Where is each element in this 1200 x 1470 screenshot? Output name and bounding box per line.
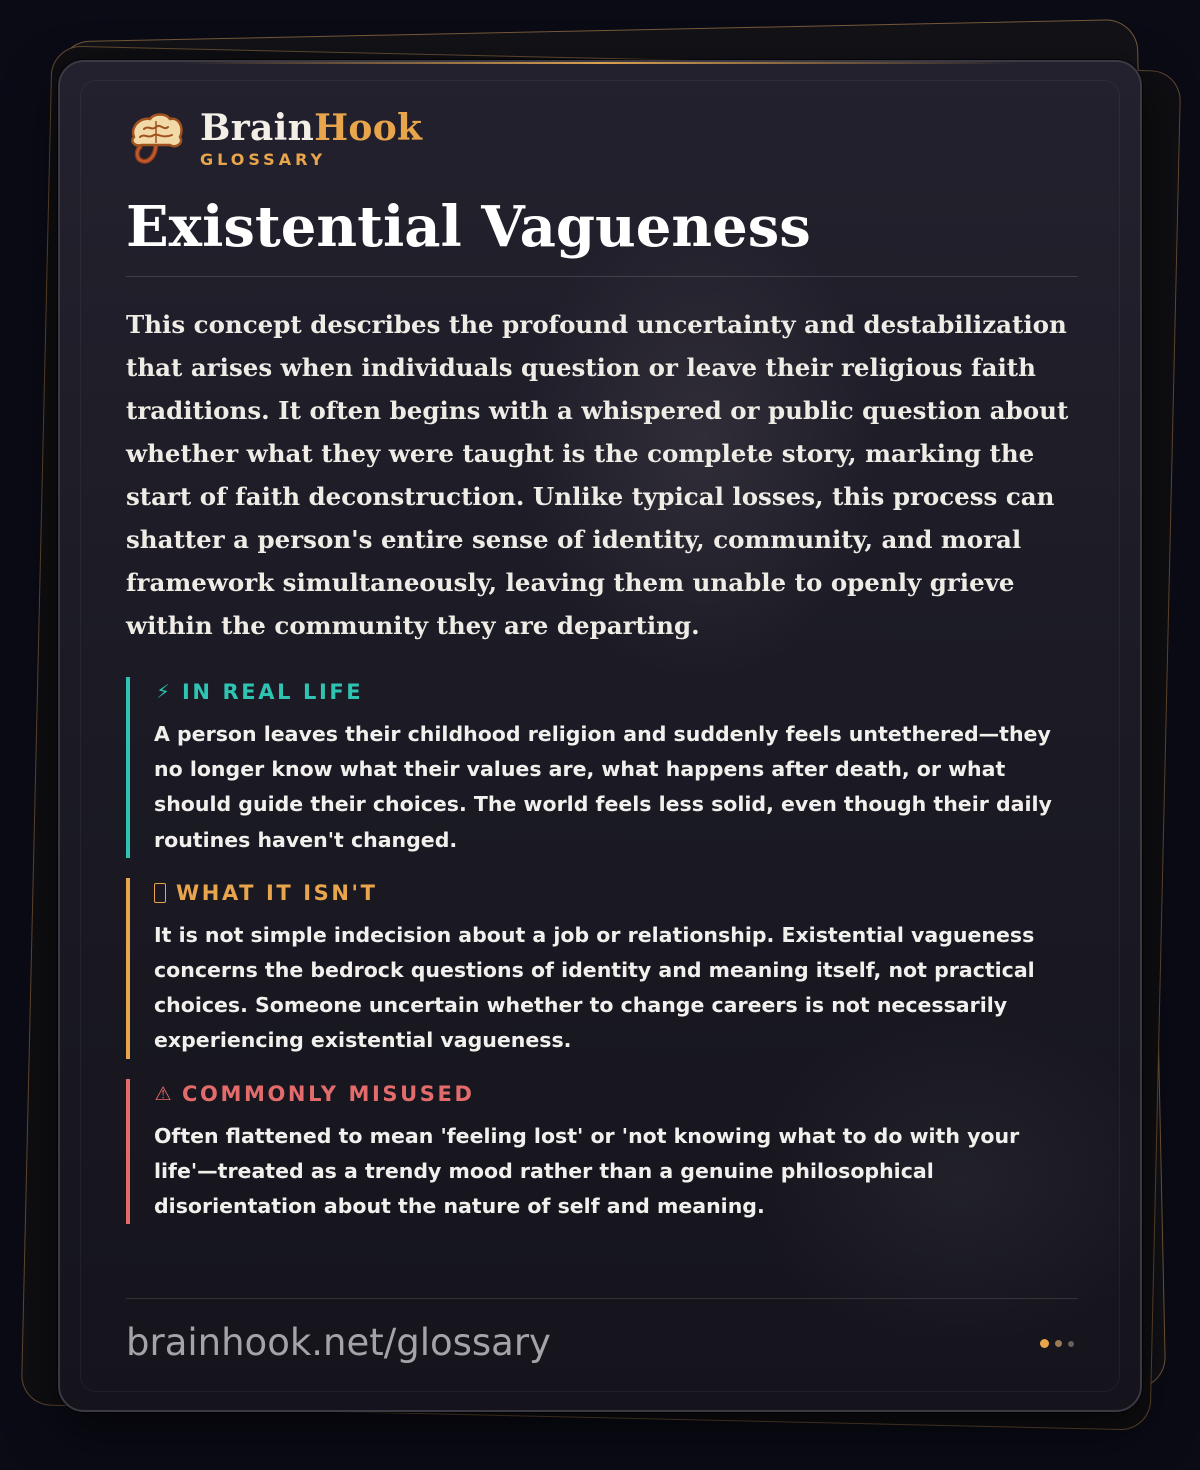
lightning-icon: ⚡ bbox=[156, 681, 170, 703]
section-heading-label: IN REAL LIFE bbox=[182, 680, 364, 704]
section-heading-label: WHAT IT ISN'T bbox=[176, 880, 378, 905]
page-dot-active bbox=[1040, 1339, 1049, 1348]
brand-subtitle: GLOSSARY bbox=[200, 150, 327, 169]
section-body: A person leaves their childhood religion and suddenly feels untethered—they no longer know what their values are, what happens after death, or what should guide their choices. The world feels less solid, even though their daily routines haven't changed. bbox=[154, 722, 1052, 852]
brain-hook-icon bbox=[126, 109, 186, 169]
title-divider bbox=[126, 276, 1078, 277]
brand-name bbox=[200, 108, 422, 148]
warning-icon: ⚠ bbox=[154, 1082, 172, 1105]
brand-header bbox=[126, 104, 1078, 174]
card-content bbox=[126, 104, 1078, 1224]
term-title: Existential Vagueness bbox=[126, 194, 811, 260]
page-dot bbox=[1055, 1340, 1062, 1347]
section-body: It is not simple indecision about a job or relationship. Existential vagueness concerns the bedrock questions of identity and meaning itself, not practical choices. Someone uncertain whether to change careers is not necessarily experiencing existential vagueness. bbox=[154, 922, 1035, 1053]
section-heading bbox=[154, 677, 1078, 707]
glossary-card bbox=[58, 60, 1142, 1412]
section-heading-label: COMMONLY MISUSED bbox=[182, 1081, 475, 1106]
missing-glyph-icon bbox=[154, 883, 166, 903]
top-glow-line bbox=[180, 62, 1020, 64]
section-heading bbox=[154, 878, 1078, 908]
section-what-it-isnt bbox=[126, 878, 1078, 1059]
footer-divider bbox=[126, 1298, 1078, 1299]
section-commonly-misused bbox=[126, 1079, 1078, 1225]
section-body: Often flattened to mean 'feeling lost' or 'not knowing what to do with your life'—treated as a trendy mood rather than a genuine philosophical disorientation about the nature of self and meaning. bbox=[154, 1123, 1020, 1219]
page-indicator bbox=[1040, 1339, 1074, 1348]
brand-name-part1: Brain bbox=[200, 107, 315, 149]
section-heading bbox=[154, 1079, 1078, 1109]
brand-text bbox=[200, 108, 422, 170]
brand-name-part2: Hook bbox=[314, 107, 423, 149]
footer-url[interactable]: brainhook.net/glossary bbox=[126, 1321, 551, 1364]
term-definition: This concept describes the profound uncertainty and destabilization that arises when individuals question or leave their religious faith traditions. It often begins with a whispered or public question about whether what they were taught is the complete story, marking the start of faith deconstruction. Unlike typical losses, this process can shatter a person's entire sense of identity, community, and moral framework simultaneously, leaving them unable to openly grieve within the community they are departing. bbox=[126, 310, 1069, 640]
section-in-real-life bbox=[126, 677, 1078, 858]
page-dot bbox=[1068, 1341, 1074, 1347]
